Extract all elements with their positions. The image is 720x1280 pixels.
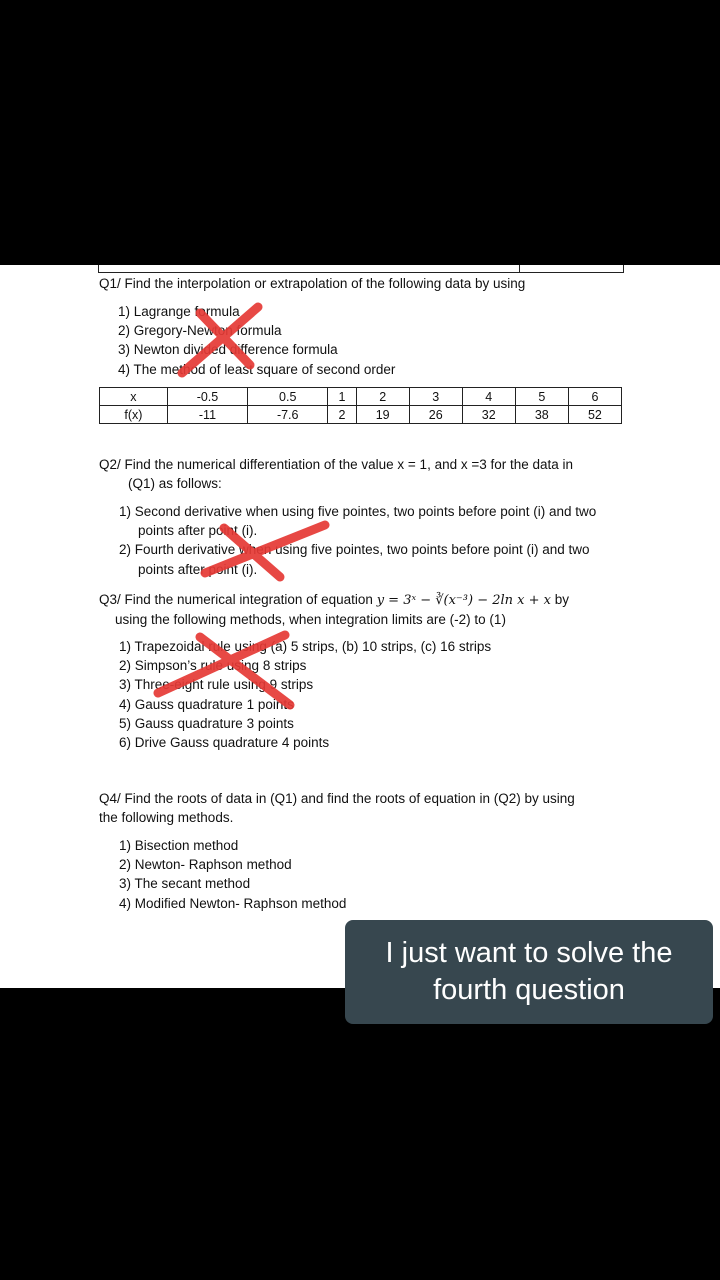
red-cross-icon [158,635,290,705]
table-cell: 4 [462,388,515,406]
q1-method: 2) Gregory-Newton formula [118,323,282,339]
table-cell: 5 [515,388,568,406]
red-cross-marks [0,265,720,988]
table-cell: 38 [515,406,568,424]
message-bubble [345,920,713,1024]
table-cell: 3 [409,388,462,406]
table-cell: 19 [356,406,409,424]
message-line: I just want to solve the [385,937,673,969]
q4-item: 1) Bisection method [119,838,239,853]
q3-prefix: Q3/ Find the numerical integration of equation [99,592,373,607]
q3-equation: y = 3ˣ − ∛(x⁻³) − 2ln x + x [376,593,551,608]
table-cell: 32 [462,406,515,424]
table-cell: -11 [167,406,247,424]
q3-item: 6) Drive Gauss quadrature 4 points [119,735,330,751]
q2-line1: Q2/ Find the numerical differentiation of the value x = 1, and x =3 for the data in [99,457,574,472]
q2-line2: (Q1) as follows: [128,476,222,491]
q3-item: 2) Simpson’s rule using 8 strips [119,658,307,674]
q1-method: 4) The method of least square of second order [118,361,396,377]
table-cell: 0.5 [248,388,328,406]
q3-suffix: by [554,592,570,607]
document-page [0,265,720,988]
q3-line2: using the following methods, when integration limits are (-2) to (1) [115,612,506,627]
q3-item: 1) Trapezoidal rule using (a) 5 strips, (b) 10 strips, (c) 16 strips [119,639,492,654]
table-cell: f(x) [100,406,168,424]
q3-item: 3) Three-eight rule using 9 strips [119,677,314,693]
table-cell: 26 [409,406,462,424]
q2-item: 1) Second derivative when using five pointes, two points before point (i) and two points after point (i). [119,504,597,539]
q4-item: 3) The secant method [119,876,251,892]
q1-method: 1) Lagrange formula [118,304,240,319]
table-cell: 2 [328,406,356,424]
message-line: fourth question [433,974,625,1006]
q4-item: 2) Newton- Raphson method [119,857,292,873]
q4-line2: the following methods. [99,810,234,825]
q1-text: Q1/ Find the interpolation or extrapolation of the following data by using [99,276,526,291]
q3-item: 5) Gauss quadrature 3 points [119,715,294,731]
q4-line1: Q4/ Find the roots of data in (Q1) and find the roots of equation in (Q2) by using [99,791,575,806]
q4-item: 4) Modified Newton- Raphson method [119,895,347,911]
table-cell: 2 [356,388,409,406]
table-cell: x [100,388,168,406]
q3-item: 4) Gauss quadrature 1 points [119,696,294,712]
q2-item: 2) Fourth derivative when using five pointes, two points before point (i) and two points after point (i). [119,542,590,577]
table-cell: -0.5 [167,388,247,406]
table-cell: 1 [328,388,356,406]
table-cell: -7.6 [248,406,328,424]
q1-method: 3) Newton divided difference formula [118,342,338,358]
red-cross-icon [182,307,258,373]
table-cell: 6 [568,388,621,406]
red-cross-icon [205,525,325,577]
table-cell: 52 [568,406,621,424]
